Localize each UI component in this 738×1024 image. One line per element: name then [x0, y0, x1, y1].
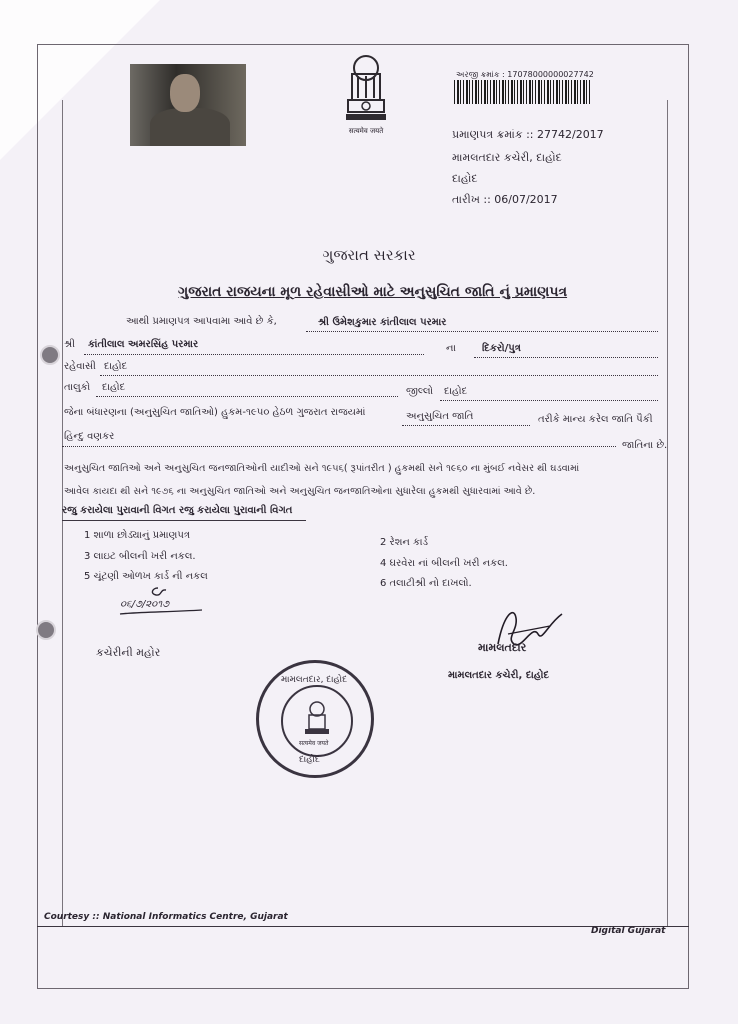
courtesy-text: Courtesy :: National Informatics Centre, Gujarat: [44, 912, 288, 922]
issuing-office: મામલતદાર કચેરી, દાહોદ: [452, 151, 562, 164]
documents-heading-underline: [62, 520, 306, 521]
resident-line: [100, 375, 658, 376]
document-item: 4 ઘરવેરા નાં બીલની ખરી નકલ.: [380, 558, 508, 569]
category-line: [402, 425, 530, 426]
taluka-label: તાલુકો: [64, 382, 91, 393]
punch-hole-top: [40, 345, 60, 365]
emblem-motto: सत्यमेव जयते: [348, 127, 384, 135]
holder-name: શ્રી ઉમેશકુમાર કાંતીલાલ પરમાર: [318, 317, 447, 328]
signatory-office: મામલતદાર કચેરી, દાહોદ: [448, 670, 550, 681]
certificate-number: પ્રમાણપત્ર ક્રમાંક :: 27742/2017: [452, 128, 604, 141]
issuing-place: દાહોદ: [452, 172, 478, 185]
father-line: [84, 354, 424, 355]
recognised-text: તરીકે માન્ય કરેલ જાતિ પૈકી: [538, 414, 653, 425]
footer-brand: Digital Gujarat: [591, 926, 666, 936]
caste-value: હિન્દુ વણકર: [64, 431, 115, 442]
seal-text-bottom: દાહોદ: [299, 755, 320, 765]
district-line: [440, 400, 658, 401]
barcode: [454, 80, 590, 104]
relation: દિકરો/પુત્ર: [482, 343, 521, 354]
caste-suffix: જાતિના છે.: [622, 440, 668, 451]
intro-text: આથી પ્રમાણપત્ર આપવામા આવે છે કે,: [126, 316, 277, 327]
relation-prefix: ના: [446, 343, 456, 354]
category-value: અનુસુચિત જાતિ: [406, 411, 474, 422]
certificate-title: ગુજરાત રાજયના મૂળ રહેવાસીઓ માટે અનુસુચિત જાતિ નું પ્રમાણપત્ર: [178, 284, 568, 300]
father-prefix: શ્રી: [64, 339, 76, 350]
resident-value: દાહોદ: [104, 361, 128, 372]
documents-heading: રજુ કરાયેલા પુરાવાની વિગત રજુ કરાયેલા પુરાવાની વિગત: [62, 505, 293, 516]
legal-text-line1: અનુસુચિત જાતિઓ અને અનુસુચિત જનજાતિઓની યાદીઓ સને ૧૯૫૬( રૂપાંતરીત ) હુકમથી સને ૧૯૬૦ ના મુંબઈ નવેસર થી ઘડવામાં: [64, 463, 580, 474]
father-name: કાંતીલાલ અમરસિંહ પરમાર: [88, 339, 199, 350]
handwritten-date: ૦૬/૭/૨૦૧૭: [120, 599, 170, 610]
office-seal-label: કચેરીની મહોર: [96, 646, 161, 659]
punch-hole-bottom: [36, 620, 56, 640]
document-item: 2 રેશન કાર્ડ: [380, 537, 429, 548]
caste-line: [62, 446, 616, 447]
issue-date: તારીખ :: 06/07/2017: [452, 193, 558, 206]
national-emblem-icon: [338, 52, 394, 132]
document-item: 1 શાળા છોડ્યાનું પ્રમાણપત્ર: [84, 530, 190, 541]
document-item: 3 લાઇટ બીલની ખરી નકલ.: [84, 551, 196, 562]
signatory-title: મામલતદાર: [478, 641, 527, 654]
applicant-photo: [130, 64, 246, 146]
document-item: 6 તલાટીશ્રી નો દાખલો.: [380, 578, 472, 589]
district-label: જીલ્લો: [406, 386, 434, 397]
district-value: દાહોદ: [444, 386, 468, 397]
resident-label: રહેવાસી: [64, 361, 96, 372]
seal-text-top: મામલતદાર, દાહોદ: [281, 675, 348, 685]
taluka-line: [96, 396, 398, 397]
name-line: [306, 331, 658, 332]
office-seal: [256, 660, 374, 778]
document-item: 5 ચૂંટણી ઓળખ કાર્ડ ની નકલ: [84, 571, 208, 582]
seal-motto: सत्यमेव जयते: [299, 740, 329, 747]
application-number: અરજી ક્રમાંક : 17078000000027742: [456, 70, 594, 79]
government-title: ગુજરાત સરકાર: [322, 246, 416, 264]
legal-text-line2: આવેલ કાયદા થી સને ૧૯૭૬ ના અનુસુચિત જાતિઓ અને અનુસુચિત જનજાતિઓના સુધારેલા હુકમથી સુધારવામાં આવે છે.: [64, 486, 536, 497]
order-text: જેના બંધારણના (અનુસુચિત જાતિઓ) હુકમ-૧૯૫૦ હેઠળ ગુજરાત રાજયમાં: [64, 407, 366, 418]
taluka-value: દાહોદ: [102, 382, 126, 393]
relation-line: [474, 357, 658, 358]
